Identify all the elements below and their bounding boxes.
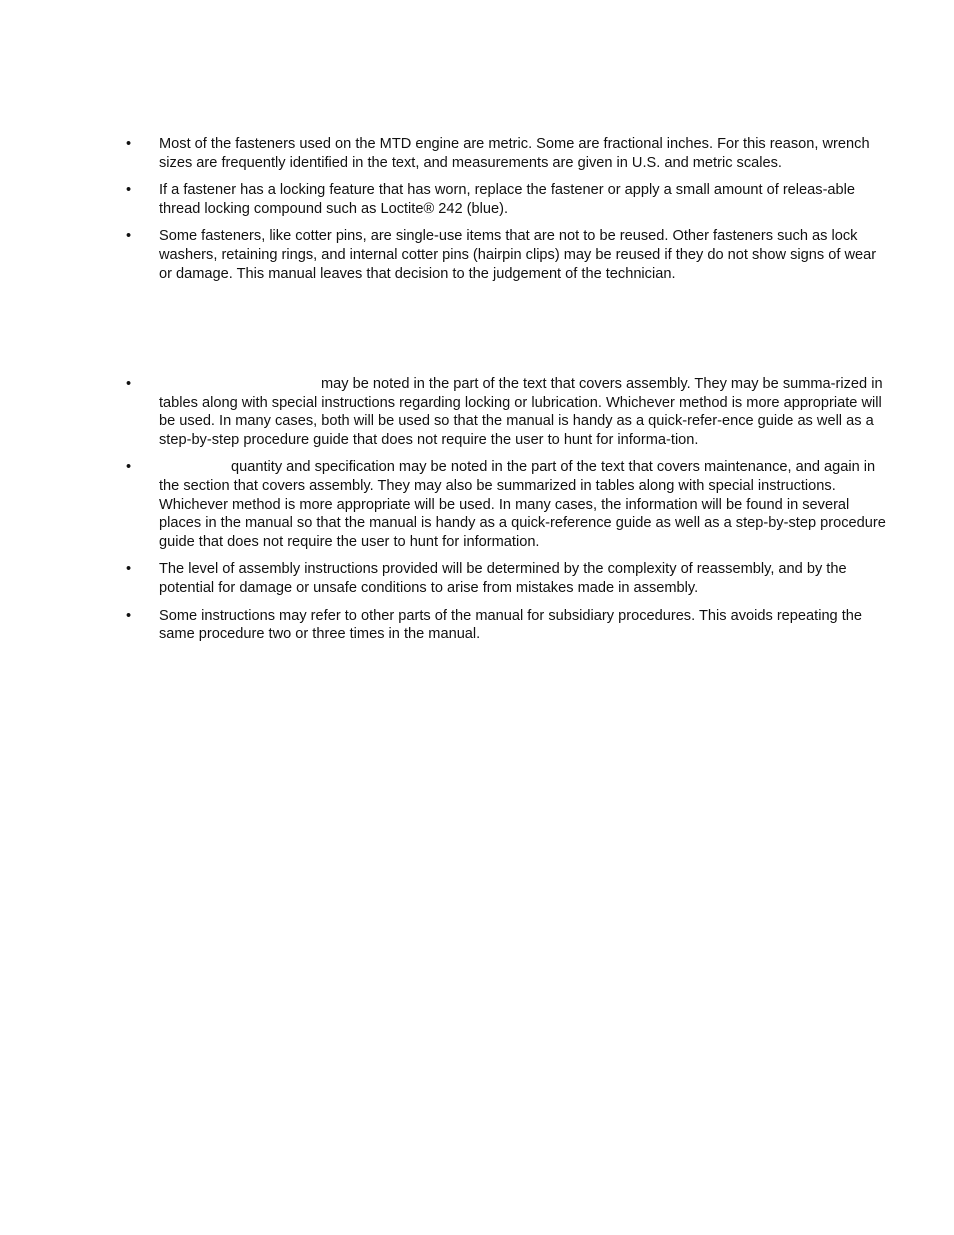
bullet-marker: • xyxy=(126,459,132,476)
list-item-text: Some fasteners, like cotter pins, are single-use items that are not to be reused. Other fasteners such as lock washers, retaining rings, and internal cotter pins (hairpin clips) may be reused if they do not show signs of wear or damage. This manual leaves that decision to the judgement of the technician. xyxy=(159,228,877,282)
list-item xyxy=(126,135,886,172)
list-item xyxy=(126,375,886,449)
bullet-marker: • xyxy=(126,228,132,245)
list-item xyxy=(126,227,886,283)
fastener-notes-list xyxy=(126,135,886,292)
list-item xyxy=(126,607,886,644)
bullet-marker: • xyxy=(126,136,132,152)
bullet-marker: • xyxy=(126,376,132,392)
bullet-marker: • xyxy=(126,182,132,199)
list-item xyxy=(126,181,886,218)
bullet-marker: • xyxy=(126,561,132,578)
list-item-text: If a fastener has a locking feature that has worn, replace the fastener or apply a small amount of releas-able thread locking compound such as Loctite® 242 (blue). xyxy=(159,182,856,217)
list-item xyxy=(126,458,886,551)
assembly-notes-list xyxy=(126,375,886,653)
bullet-marker: • xyxy=(126,607,132,624)
list-item-text: The level of assembly instructions provided will be determined by the complexity of reassembly, and by the potential for damage or unsafe conditions to arise from mistakes made in assembly. xyxy=(159,561,847,596)
list-item-text: Most of the fasteners used on the MTD engine are metric. Some are fractional inches. For this reason, wrench sizes are frequently identified in the text, and measurements are given in U.S. and metric scales. xyxy=(159,136,870,171)
list-item xyxy=(126,560,886,597)
list-item-text: quantity and specification may be noted in the part of the text that covers maintenance, and again in the section that covers assembly. They may also be summarized in tables along with special instructions. Whichever method is more appropriate will be used. In many cases, the information will be found in several places in the manual so that the manual is handy as a quick-reference guide as well as a step-by-step procedure guide that does not require the user to hunt for information. xyxy=(159,459,886,550)
list-item-text: may be noted in the part of the text that covers assembly. They may be summa-rized in tables along with special instructions regarding locking or lubrication. Whichever method is more appropriate will be used. In many cases, both will be used so that the manual is handy as a quick-refer-ence guide as well as a step-by-step procedure guide that does not require the user to hunt for informa-tion. xyxy=(159,376,883,448)
list-item-text: Some instructions may refer to other parts of the manual for subsidiary procedures. This avoids repeating the same procedure two or three times in the manual. xyxy=(159,607,863,643)
